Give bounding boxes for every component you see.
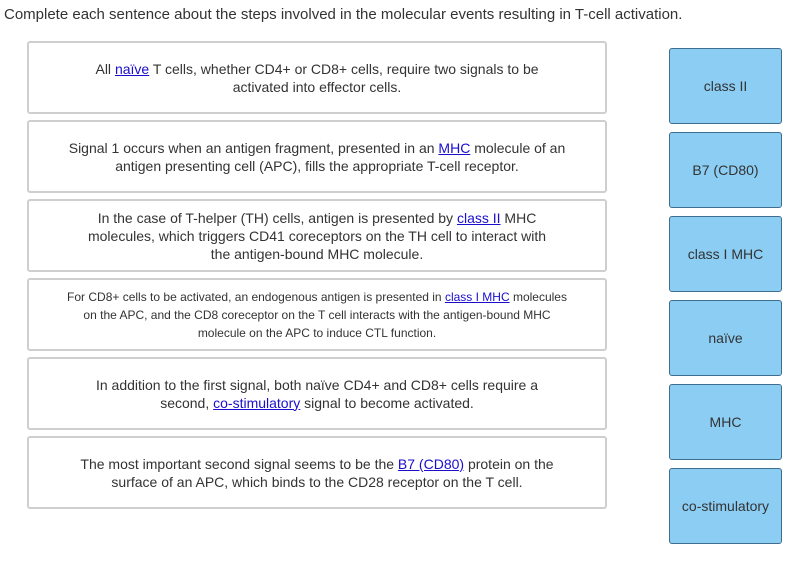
answer-chip-class-ii[interactable]: class II xyxy=(669,48,782,124)
answer-chip-b7-cd80[interactable]: B7 (CD80) xyxy=(669,132,782,208)
blank-3[interactable]: class II xyxy=(456,209,501,226)
sentence-5-post: signal to become activated. xyxy=(300,394,474,411)
answer-chip-co-stimulatory[interactable]: co-stimulatory xyxy=(669,468,782,544)
sentence-box-5 xyxy=(27,357,607,430)
sentence-4-post: molecules on the APC, and the CD8 coreceptor on the T cell interacts with the antigen-bound MHC molecule on the APC to induce CTL function. xyxy=(83,289,567,340)
blank-2[interactable]: MHC xyxy=(438,139,471,156)
sentence-2-pre: Signal 1 occurs when an antigen fragment, presented in an xyxy=(68,139,439,156)
answer-chip-class-i-mhc[interactable]: class I MHC xyxy=(669,216,782,292)
answer-chip-mhc[interactable]: MHC xyxy=(669,384,782,460)
sentence-box-4 xyxy=(27,278,607,351)
blank-6[interactable]: B7 (CD80) xyxy=(397,455,465,472)
sentence-4-pre: For CD8+ cells to be activated, an endogenous antigen is presented in xyxy=(67,289,445,304)
blank-5[interactable]: co-stimulatory xyxy=(213,394,301,411)
sentence-3-pre: In the case of T-helper (TH) cells, antigen is presented by xyxy=(97,209,457,226)
sentence-1-pre: All xyxy=(95,60,115,77)
sentence-box-6 xyxy=(27,436,607,509)
sentence-5-pre: In addition to the first signal, both naïve CD4+ and CD8+ cells require a second, xyxy=(95,376,539,411)
sentence-3-post: MHC molecules, which triggers CD41 coreceptors on the TH cell to interact with the antigen-bound MHC molecule. xyxy=(87,209,547,262)
answer-chip-naive[interactable]: naïve xyxy=(669,300,782,376)
sentence-box-2 xyxy=(27,120,607,193)
sentence-2-post: molecule of an antigen presenting cell (APC), fills the appropriate T-cell receptor. xyxy=(115,139,566,174)
sentence-6-pre: The most important second signal seems to be the xyxy=(80,455,398,472)
sentence-box-1 xyxy=(27,41,607,114)
blank-4[interactable]: class I MHC xyxy=(444,289,510,304)
sentence-1-post: T cells, whether CD4+ or CD8+ cells, require two signals to be activated into effector cells. xyxy=(149,60,539,95)
sentence-box-3 xyxy=(27,199,607,272)
sentence-6-post: protein on the surface of an APC, which binds to the CD28 receptor on the T cell. xyxy=(111,455,554,490)
blank-1[interactable]: naïve xyxy=(114,60,150,77)
instructions-text: Complete each sentence about the steps involved in the molecular events resulting in T-cell activation. xyxy=(4,6,683,23)
